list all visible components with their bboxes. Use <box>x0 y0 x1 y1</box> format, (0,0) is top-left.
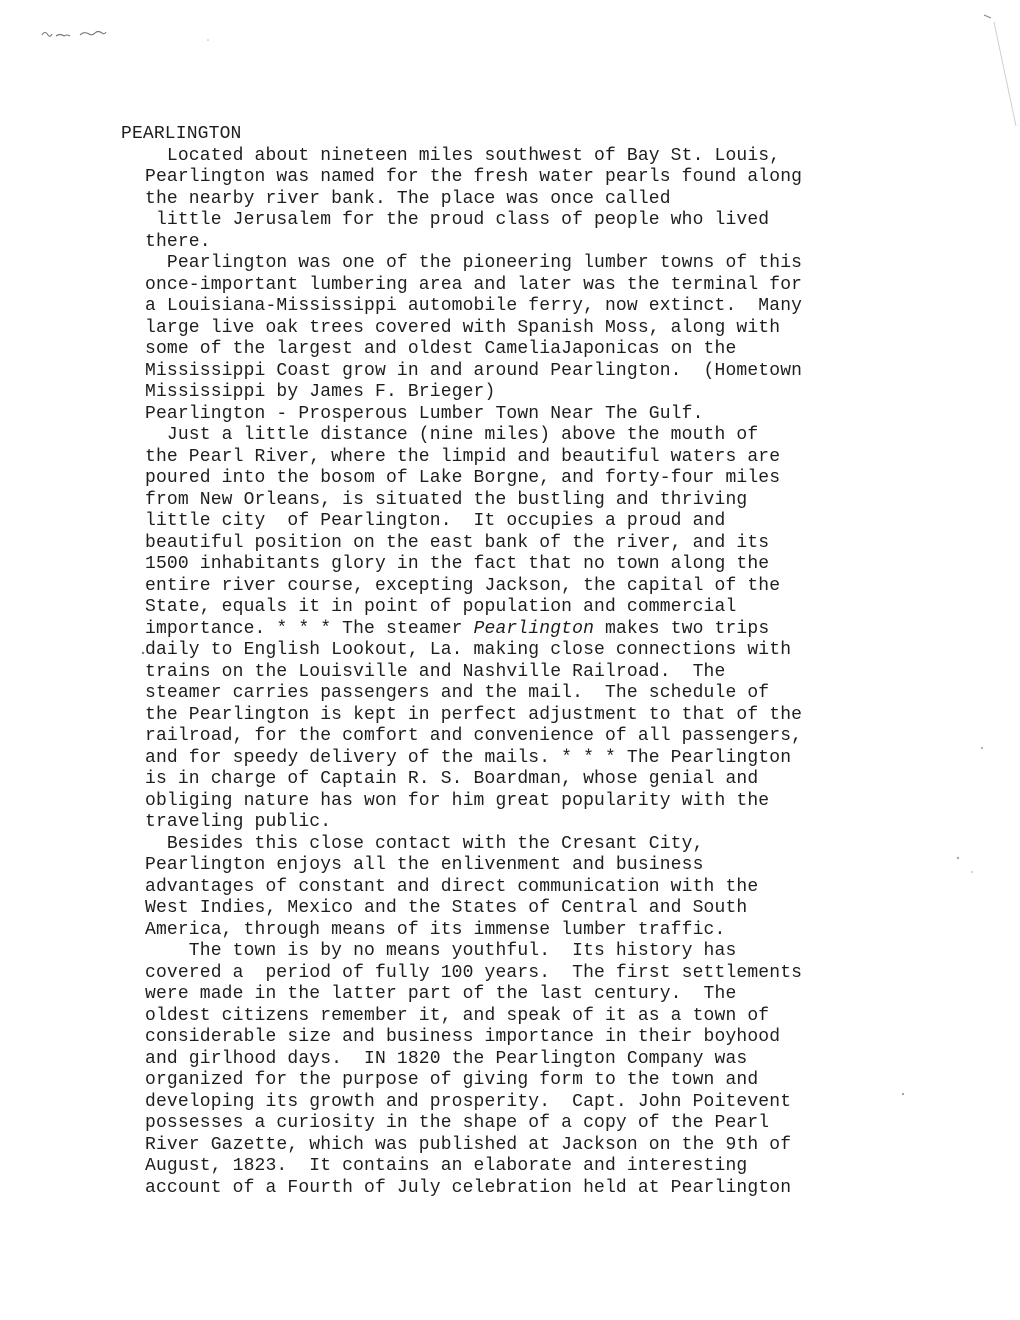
body-line: trains on the Louisville and Nashville Railroad. The <box>145 662 726 682</box>
body-line: possesses a curiosity in the shape of a copy of the Pearl <box>145 1113 770 1133</box>
body-line: Located about nineteen miles southwest of Bay St. Louis, <box>145 146 781 166</box>
body-line: obliging nature has won for him great popularity with the <box>145 791 770 811</box>
body-line: some of the largest and oldest CameliaJaponicas on the <box>145 339 737 359</box>
body-line: were made in the latter part of the last century. The <box>145 984 737 1004</box>
body-line: the Pearl River, where the limpid and beautiful waters are <box>145 447 781 467</box>
body-line: advantages of constant and direct communication with the <box>145 877 759 897</box>
body-line: considerable size and business importance in their boyhood <box>145 1027 781 1047</box>
body-line: steamer carries passengers and the mail. The schedule of <box>145 683 770 703</box>
body-line-with-italic <box>145 618 769 640</box>
body-line: little Jerusalem for the proud class of people who lived <box>145 210 770 230</box>
body-line: River Gazette, which was published at Jackson on the 9th of <box>145 1135 792 1155</box>
body-line: and girlhood days. IN 1820 the Pearlington Company was <box>145 1049 748 1069</box>
body-line: little city of Pearlington. It occupies a proud and <box>145 511 726 531</box>
body-line: Pearlington was named for the fresh water pearls found along <box>145 167 803 187</box>
body-line: covered a period of fully 100 years. The first settlements <box>145 963 803 983</box>
steamer-name-italic: Pearlington <box>473 619 595 639</box>
body-line: poured into the bosom of Lake Borgne, and forty-four miles <box>145 468 781 488</box>
body-line: oldest citizens remember it, and speak of it as a town of <box>145 1006 770 1026</box>
body-line: State, equals it in point of population and commercial <box>145 597 737 617</box>
body-line: and for speedy delivery of the mails. * * * The Pearlington <box>145 748 792 768</box>
body-line: once-important lumbering area and later was the terminal for <box>145 275 803 295</box>
body-line: organized for the purpose of giving form to the town and <box>145 1070 759 1090</box>
body-line: Just a little distance (nine miles) above the mouth of <box>145 425 759 445</box>
body-line: Pearlington enjoys all the enlivenment and business <box>145 855 704 875</box>
body-line: traveling public. <box>145 812 332 832</box>
body-line: a Louisiana-Mississippi automobile ferry, now extinct. Many <box>145 296 803 316</box>
body-line: America, through means of its immense lumber traffic. <box>145 920 726 940</box>
section-heading: Pearlington - Prosperous Lumber Town Near The Gulf. <box>145 404 704 424</box>
body-line: The town is by no means youthful. Its history has <box>145 941 737 961</box>
body-line: is in charge of Captain R. S. Boardman, whose genial and <box>145 769 759 789</box>
body-line: Pearlington was one of the pioneering lumber towns of this <box>145 253 803 273</box>
body-line: the nearby river bank. The place was once called <box>145 189 671 209</box>
body-line: large live oak trees covered with Spanish Moss, along with <box>145 318 781 338</box>
body-line: August, 1823. It contains an elaborate and interesting <box>145 1156 748 1176</box>
body-line: from New Orleans, is situated the bustling and thriving <box>145 490 748 510</box>
body-line: 1500 inhabitants glory in the fact that no town along the <box>145 554 770 574</box>
body-line: Besides this close contact with the Cresant City, <box>145 834 704 854</box>
body-line: railroad, for the comfort and convenience of all passengers, <box>145 726 803 746</box>
body-line: the Pearlington is kept in perfect adjustment to that of the <box>145 705 803 725</box>
body-line: daily to English Lookout, La. making close connections with <box>145 640 792 660</box>
body-line-segment: makes two trips <box>594 619 770 639</box>
body-line: West Indies, Mexico and the States of Central and South <box>145 898 748 918</box>
document-title: PEARLINGTON <box>121 124 242 144</box>
body-line-segment: importance. * * * The steamer <box>145 619 474 639</box>
body-line: account of a Fourth of July celebration held at Pearlington <box>145 1178 792 1198</box>
body-line: Mississippi Coast grow in and around Pearlington. (Hometown <box>145 361 803 381</box>
body-line: entire river course, excepting Jackson, the capital of the <box>145 576 781 596</box>
body-line: beautiful position on the east bank of the river, and its <box>145 533 770 553</box>
body-line: there. <box>145 232 211 252</box>
body-line: Mississippi by James F. Brieger) <box>145 382 496 402</box>
body-line: developing its growth and prosperity. Capt. John Poitevent <box>145 1092 792 1112</box>
